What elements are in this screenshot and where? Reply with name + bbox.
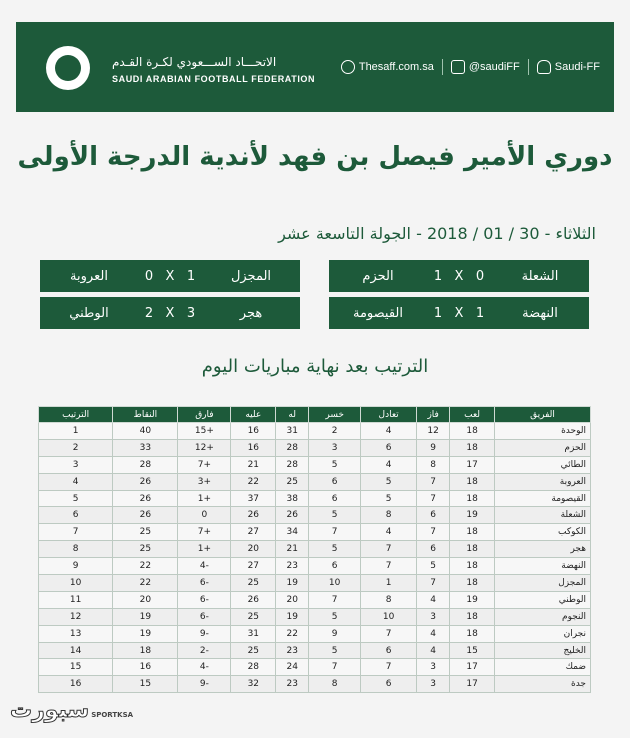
stat-cell: 8 — [361, 591, 417, 608]
table-row — [39, 659, 591, 676]
stat-cell: 4 — [417, 591, 450, 608]
stat-cell: 2 — [309, 423, 361, 440]
stat-cell: -9 — [178, 676, 231, 693]
snapchat-icon — [537, 60, 551, 74]
stat-cell: 7 — [361, 558, 417, 575]
stat-cell: 19 — [450, 591, 495, 608]
stat-cell: -6 — [178, 591, 231, 608]
stat-cell: 28 — [231, 659, 276, 676]
stat-cell: 12 — [417, 423, 450, 440]
away-team: الحزم — [362, 268, 394, 284]
table-row — [39, 524, 591, 541]
team-name-cell: جدة — [495, 676, 591, 693]
stat-cell: 18 — [113, 642, 178, 659]
team-name-cell: العروبة — [495, 473, 591, 490]
stat-cell: 3 — [417, 659, 450, 676]
stat-cell: -6 — [178, 608, 231, 625]
home-score: 1 — [475, 305, 485, 321]
stat-cell: 20 — [113, 591, 178, 608]
stat-cell: 7 — [417, 473, 450, 490]
away-team: القيصومة — [353, 305, 403, 321]
social-links — [341, 57, 600, 77]
stat-cell: 18 — [450, 439, 495, 456]
stat-cell: 22 — [231, 473, 276, 490]
team-name-cell: الشعلة — [495, 507, 591, 524]
stat-cell: 19 — [113, 608, 178, 625]
stat-cell: 26 — [231, 507, 276, 524]
column-header: الترتيب — [39, 407, 113, 423]
team-name-cell: الوطني — [495, 591, 591, 608]
stat-cell: +15 — [178, 423, 231, 440]
team-name-cell: القيصومة — [495, 490, 591, 507]
stat-cell: 27 — [231, 524, 276, 541]
stat-cell: 25 — [113, 541, 178, 558]
watermark-main: سبورت — [10, 698, 90, 723]
stat-cell: 3 — [417, 608, 450, 625]
stat-cell: 5 — [309, 642, 361, 659]
divider — [442, 59, 443, 75]
stat-cell: 19 — [450, 507, 495, 524]
stat-cell: 7 — [39, 524, 113, 541]
stat-cell: 3 — [309, 439, 361, 456]
stat-cell: 11 — [39, 591, 113, 608]
away-team: العروبة — [70, 268, 108, 284]
stat-cell: 8 — [417, 456, 450, 473]
round-date: الثلاثاء - 30 / 01 / 2018 - الجولة التاسعة عشر — [278, 224, 596, 243]
table-body — [39, 423, 591, 693]
stat-cell: 5 — [309, 507, 361, 524]
stat-cell: 22 — [276, 625, 309, 642]
stat-cell: -4 — [178, 558, 231, 575]
stat-cell: 3 — [417, 676, 450, 693]
table-row — [39, 642, 591, 659]
stat-cell: 19 — [113, 625, 178, 642]
stat-cell: 9 — [417, 439, 450, 456]
stat-cell: 23 — [276, 642, 309, 659]
stat-cell: -9 — [178, 625, 231, 642]
stat-cell: 18 — [450, 575, 495, 592]
stat-cell: 7 — [309, 591, 361, 608]
home-team: المجزل — [230, 268, 272, 284]
match-result — [40, 297, 300, 329]
snapchat-label: Saudi-FF — [554, 61, 600, 73]
stat-cell: 18 — [450, 490, 495, 507]
stat-cell: 16 — [113, 659, 178, 676]
stat-cell: 5 — [417, 558, 450, 575]
stat-cell: 23 — [276, 558, 309, 575]
stat-cell: 16 — [231, 423, 276, 440]
away-score: 0 — [144, 268, 154, 284]
stat-cell: 4 — [417, 642, 450, 659]
stat-cell: 26 — [276, 507, 309, 524]
table-row — [39, 608, 591, 625]
stat-cell: 6 — [417, 541, 450, 558]
stat-cell: 7 — [361, 659, 417, 676]
stat-cell: 17 — [450, 456, 495, 473]
stat-cell: 31 — [231, 625, 276, 642]
stat-cell: 15 — [450, 642, 495, 659]
federation-name-english: SAUDI ARABIAN FOOTBALL FEDERATION — [112, 74, 316, 84]
table-row — [39, 541, 591, 558]
home-team: الشعلة — [521, 268, 559, 284]
stat-cell: 6 — [309, 558, 361, 575]
team-name-cell: الخليج — [495, 642, 591, 659]
stat-cell: 25 — [113, 524, 178, 541]
team-name-cell: ضمك — [495, 659, 591, 676]
table-row — [39, 490, 591, 507]
team-name-cell: النهضة — [495, 558, 591, 575]
stat-cell: 4 — [361, 423, 417, 440]
stat-cell: 6 — [309, 473, 361, 490]
stat-cell: 9 — [309, 625, 361, 642]
table-row — [39, 575, 591, 592]
stat-cell: 21 — [231, 456, 276, 473]
column-header: له — [276, 407, 309, 423]
stat-cell: 7 — [361, 541, 417, 558]
stat-cell: 23 — [276, 676, 309, 693]
stat-cell: 18 — [450, 524, 495, 541]
standings-table — [38, 406, 591, 693]
stat-cell: 26 — [113, 490, 178, 507]
team-name-cell: المجزل — [495, 575, 591, 592]
column-header: لعب — [450, 407, 495, 423]
stat-cell: 31 — [276, 423, 309, 440]
home-score: 0 — [475, 268, 485, 284]
stat-cell: 16 — [231, 439, 276, 456]
table-row — [39, 456, 591, 473]
stat-cell: 17 — [450, 659, 495, 676]
away-score: 1 — [433, 268, 443, 284]
stat-cell: 18 — [450, 541, 495, 558]
federation-name-arabic: الاتحـــاد الســـعودي لكـرة القـدم — [112, 55, 277, 69]
stat-cell: 4 — [39, 473, 113, 490]
home-team: هجر — [239, 305, 263, 321]
column-header: عليه — [231, 407, 276, 423]
stat-cell: 18 — [450, 558, 495, 575]
table-row — [39, 439, 591, 456]
table-row — [39, 625, 591, 642]
stat-cell: 20 — [231, 541, 276, 558]
stat-cell: 10 — [309, 575, 361, 592]
stat-cell: 7 — [417, 490, 450, 507]
match-result — [40, 260, 300, 292]
stat-cell: 6 — [361, 676, 417, 693]
stat-cell: 15 — [113, 676, 178, 693]
federation-logo-icon — [46, 46, 90, 90]
stat-cell: 20 — [276, 591, 309, 608]
stat-cell: 3 — [39, 456, 113, 473]
home-score: 1 — [186, 268, 196, 284]
versus-mark: X — [165, 305, 175, 321]
stat-cell: 17 — [450, 676, 495, 693]
stat-cell: 12 — [39, 608, 113, 625]
home-score: 3 — [186, 305, 196, 321]
column-header: الفريق — [495, 407, 591, 423]
stat-cell: 6 — [361, 439, 417, 456]
stat-cell: 40 — [113, 423, 178, 440]
stat-cell: +7 — [178, 524, 231, 541]
stat-cell: 8 — [309, 676, 361, 693]
stat-cell: 7 — [309, 659, 361, 676]
stat-cell: 8 — [361, 507, 417, 524]
stat-cell: +7 — [178, 456, 231, 473]
stat-cell: 4 — [417, 625, 450, 642]
stat-cell: 26 — [113, 473, 178, 490]
stat-cell: 14 — [39, 642, 113, 659]
team-name-cell: الحزم — [495, 439, 591, 456]
stat-cell: 5 — [309, 541, 361, 558]
stat-cell: 6 — [361, 642, 417, 659]
stat-cell: 25 — [231, 608, 276, 625]
stat-cell: 32 — [231, 676, 276, 693]
stat-cell: 37 — [231, 490, 276, 507]
versus-mark: X — [454, 268, 464, 284]
twitter-label: @saudiFF — [468, 61, 520, 73]
table-row — [39, 676, 591, 693]
match-result — [329, 260, 589, 292]
stat-cell: 25 — [231, 575, 276, 592]
column-header: فارق — [178, 407, 231, 423]
sportksa-watermark — [10, 698, 133, 723]
away-score: 1 — [433, 305, 443, 321]
stat-cell: 28 — [276, 439, 309, 456]
stat-cell: 5 — [309, 608, 361, 625]
stat-cell: 22 — [113, 575, 178, 592]
match-result — [329, 297, 589, 329]
team-name-cell: نجران — [495, 625, 591, 642]
stat-cell: 28 — [276, 456, 309, 473]
stat-cell: 26 — [231, 591, 276, 608]
stat-cell: 6 — [309, 490, 361, 507]
table-row — [39, 591, 591, 608]
column-header: خسر — [309, 407, 361, 423]
stat-cell: 34 — [276, 524, 309, 541]
column-header: فاز — [417, 407, 450, 423]
versus-mark: X — [454, 305, 464, 321]
stat-cell: 33 — [113, 439, 178, 456]
divider — [528, 59, 529, 75]
website-label: Thesaff.com.sa — [358, 61, 434, 73]
stat-cell: 6 — [39, 507, 113, 524]
away-team: الوطني — [69, 305, 109, 321]
stat-cell: 19 — [276, 608, 309, 625]
table-row — [39, 558, 591, 575]
stat-cell: 7 — [309, 524, 361, 541]
stat-cell: 10 — [39, 575, 113, 592]
team-name-cell: هجر — [495, 541, 591, 558]
stat-cell: 18 — [450, 608, 495, 625]
snapchat-link[interactable] — [537, 60, 600, 74]
stat-cell: 7 — [417, 524, 450, 541]
table-header-row — [39, 407, 591, 423]
stat-cell: 6 — [417, 507, 450, 524]
twitter-link[interactable] — [451, 60, 520, 74]
watermark-sub: SPORTKSA — [91, 711, 134, 719]
stat-cell: 26 — [113, 507, 178, 524]
stat-cell: 19 — [276, 575, 309, 592]
stat-cell: 0 — [178, 507, 231, 524]
home-team: النهضة — [522, 305, 558, 321]
versus-mark: X — [165, 268, 175, 284]
page-title: دوري الأمير فيصل بن فهد لأندية الدرجة الأولى — [17, 142, 613, 172]
stat-cell: 4 — [361, 456, 417, 473]
stat-cell: 5 — [361, 473, 417, 490]
stat-cell: 10 — [361, 608, 417, 625]
globe-icon — [341, 60, 355, 74]
stat-cell: 21 — [276, 541, 309, 558]
stat-cell: 25 — [276, 473, 309, 490]
stat-cell: 15 — [39, 659, 113, 676]
stat-cell: 18 — [450, 423, 495, 440]
stat-cell: +1 — [178, 490, 231, 507]
stat-cell: 5 — [39, 490, 113, 507]
stat-cell: 13 — [39, 625, 113, 642]
column-header: تعادل — [361, 407, 417, 423]
stat-cell: +12 — [178, 439, 231, 456]
stat-cell: +1 — [178, 541, 231, 558]
table-row — [39, 423, 591, 440]
stat-cell: 18 — [450, 473, 495, 490]
stat-cell: 7 — [361, 625, 417, 642]
twitter-icon — [451, 60, 465, 74]
column-header: النقاط — [113, 407, 178, 423]
stat-cell: 16 — [39, 676, 113, 693]
stat-cell: -2 — [178, 642, 231, 659]
stat-cell: 27 — [231, 558, 276, 575]
stat-cell: 38 — [276, 490, 309, 507]
website-link[interactable] — [341, 60, 434, 74]
team-name-cell: الوحدة — [495, 423, 591, 440]
stat-cell: 1 — [39, 423, 113, 440]
away-score: 2 — [144, 305, 154, 321]
stat-cell: 5 — [361, 490, 417, 507]
stat-cell: 18 — [450, 625, 495, 642]
table-row — [39, 473, 591, 490]
stat-cell: 7 — [417, 575, 450, 592]
team-name-cell: النجوم — [495, 608, 591, 625]
stat-cell: 22 — [113, 558, 178, 575]
stat-cell: 9 — [39, 558, 113, 575]
team-name-cell: الطائي — [495, 456, 591, 473]
table-row — [39, 507, 591, 524]
standings-title: الترتيب بعد نهاية مباريات اليوم — [201, 356, 429, 377]
stat-cell: 5 — [309, 456, 361, 473]
stat-cell: +3 — [178, 473, 231, 490]
stat-cell: 8 — [39, 541, 113, 558]
stat-cell: -4 — [178, 659, 231, 676]
stat-cell: 4 — [361, 524, 417, 541]
stat-cell: 24 — [276, 659, 309, 676]
team-name-cell: الكوكب — [495, 524, 591, 541]
stat-cell: 2 — [39, 439, 113, 456]
stat-cell: 25 — [231, 642, 276, 659]
stat-cell: -6 — [178, 575, 231, 592]
stat-cell: 1 — [361, 575, 417, 592]
stat-cell: 28 — [113, 456, 178, 473]
header-banner — [16, 22, 614, 112]
